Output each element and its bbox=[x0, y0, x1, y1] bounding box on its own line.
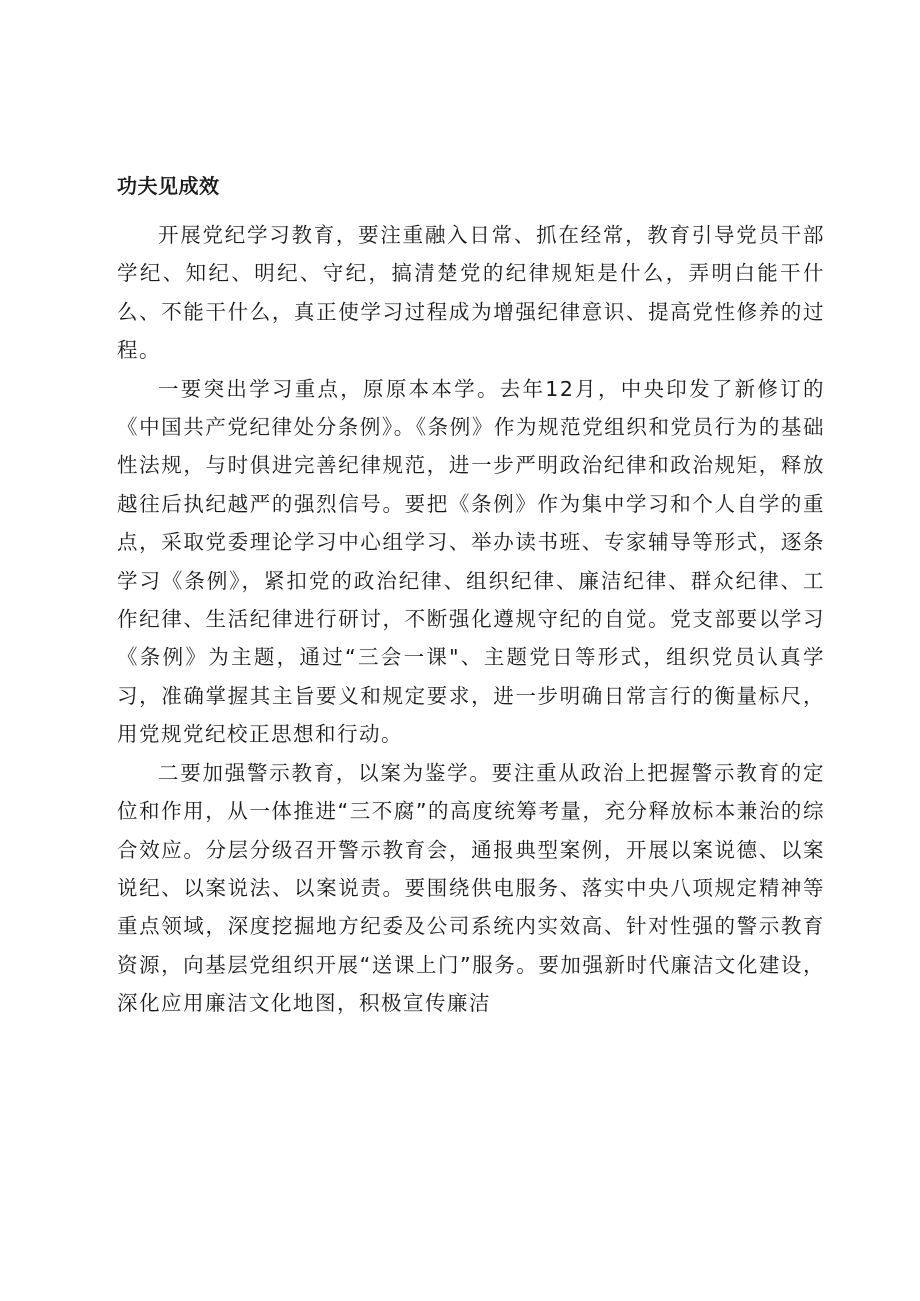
document-body bbox=[117, 216, 825, 1023]
paragraph-warning-education: 二要加强警示教育，以案为鉴学。要注重从政治上把握警示教育的定位和作用，从一体推进“三不腐”的高度统筹考量，充分释放标本兼治的综合效应。分层分级召开警示教育会，通报典型案例，开展以案说德、以案说纪、以案说法、以案说责。要围绕供电服务、落实中央八项规定精神等重点领域，深度挖掘地方纪委及公司系统内实效高、针对性强的警示教育资源，向基层党组织开展“送课上门”服务。要加强新时代廉洁文化建设，深化应用廉洁文化地图，积极宣传廉洁 bbox=[117, 760, 825, 1016]
section-heading: 功夫见成效 bbox=[117, 174, 220, 198]
paragraph-intro: 开展党纪学习教育，要注重融入日常、抓在经常，教育引导党员干部学纪、知纪、明纪、守纪，搞清楚党的纪律规矩是什么，弄明白能干什么、不能干什么，真正使学习过程成为增强纪律意识、提高党性修养的过程。 bbox=[117, 223, 825, 363]
paragraph-study-focus: 一要突出学习重点，原原本本学。去年12月，中央印发了新修订的《中国共产党纪律处分条例》。《条例》作为规范党组织和党员行为的基础性法规，与时俱进完善纪律规范，进一步严明政治纪律和政治规矩，释放越往后执纪越严的强烈信号。要把《条例》作为集中学习和个人自学的重点，采取党委理论学习中心组学习、举办读书班、专家辅导等形式，逐条学习《条例》，紧扣党的政治纪律、组织纪律、廉洁纪律、群众纪律、工作纪律、生活纪律进行研讨，不断强化遵规守纪的自觉。党支部要以学习《条例》为主题，通过“三会一课"、主题党日等形式，组织党员认真学习，准确掌握其主旨要义和规定要求，进一步明确日常言行的衡量标尺，用党规党纪校正思想和行动。 bbox=[117, 376, 825, 747]
